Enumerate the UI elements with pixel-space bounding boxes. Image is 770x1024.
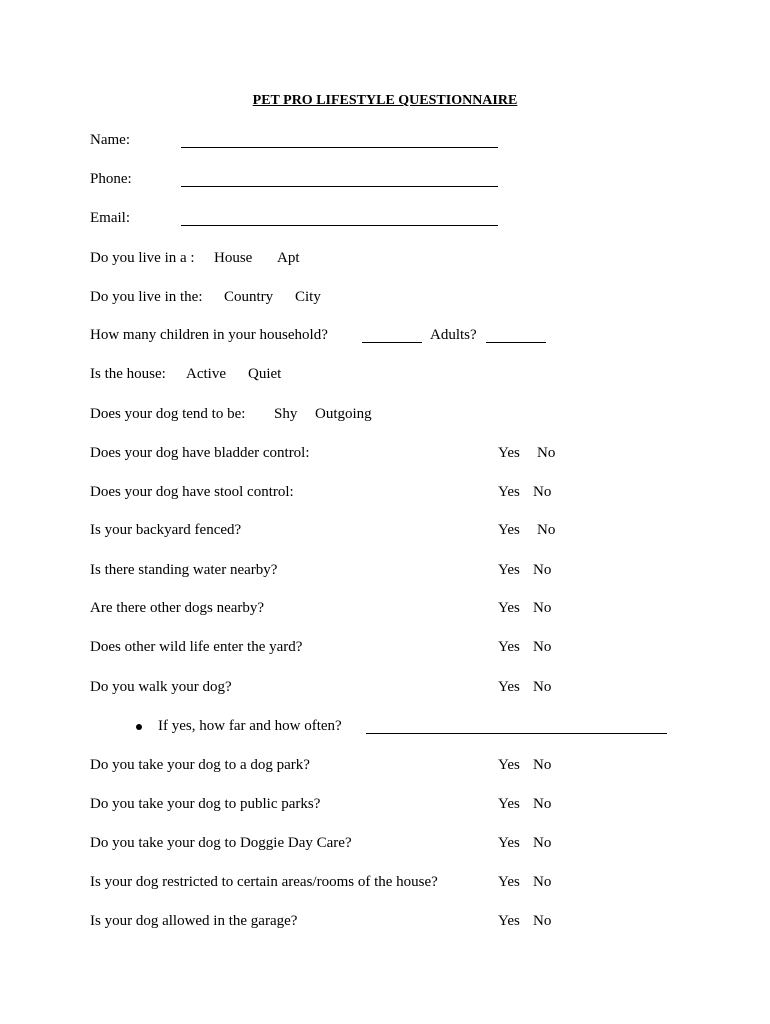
no-option[interactable]: No [533,913,552,929]
yes-option[interactable]: Yes [498,796,520,812]
question-public-parks [90,794,320,814]
question-restricted [90,872,438,892]
no-option[interactable]: No [533,757,552,773]
no-option[interactable]: No [533,600,552,616]
adults-field[interactable] [486,342,546,343]
email-label: Email: [90,210,130,226]
no-option[interactable]: No [533,835,552,851]
adults-label: Adults? [430,327,477,343]
question-bladder [90,443,310,463]
question-label: Does your dog have bladder control: [90,445,310,461]
question-label: Do you take your dog to public parks? [90,796,321,812]
yes-option[interactable]: Yes [498,639,520,655]
live-in-a-row [90,248,390,268]
yes-option[interactable]: Yes [498,562,520,578]
yes-option[interactable]: Yes [498,484,520,500]
house-is-row [90,364,390,384]
question-label: Is there standing water nearby? [90,562,278,578]
yes-option[interactable]: Yes [498,757,520,773]
house-is-label: Is the house: [90,366,166,382]
question-dog-park [90,755,310,775]
option-quiet[interactable]: Quiet [248,366,282,382]
yes-option[interactable]: Yes [498,874,520,890]
bullet-icon [136,724,142,730]
yes-option[interactable]: Yes [498,835,520,851]
option-shy[interactable]: Shy [274,406,298,422]
no-option[interactable]: No [533,639,552,655]
question-label: Do you take your dog to Doggie Day Care? [90,835,352,851]
email-field[interactable] [181,225,498,226]
no-option[interactable]: No [533,679,552,695]
option-house[interactable]: House [214,250,253,266]
option-apt[interactable]: Apt [277,250,300,266]
name-field[interactable] [181,147,498,148]
question-label: Is your dog restricted to certain areas/rooms of the house? [90,874,438,890]
question-label: Is your dog allowed in the garage? [90,913,298,929]
question-label: Does other wild life enter the yard? [90,639,303,655]
dog-tends-label: Does your dog tend to be: [90,406,246,422]
walk-followup-field[interactable] [366,733,667,734]
yes-option[interactable]: Yes [498,600,520,616]
option-outgoing[interactable]: Outgoing [315,406,372,422]
name-row [90,130,130,150]
no-option[interactable]: No [537,445,556,461]
no-option[interactable]: No [533,562,552,578]
option-country[interactable]: Country [224,289,274,305]
question-label: Is your backyard fenced? [90,522,242,538]
phone-row [90,169,132,189]
no-option[interactable]: No [533,874,552,890]
question-label: Does your dog have stool control: [90,484,294,500]
live-in-the-label: Do you live in the: [90,289,203,305]
live-in-the-row [90,287,390,307]
email-row [90,208,130,228]
no-option[interactable]: No [533,796,552,812]
yes-option[interactable]: Yes [498,913,520,929]
phone-field[interactable] [181,186,498,187]
walk-followup-row [158,716,342,736]
yes-option[interactable]: Yes [498,445,520,461]
question-other-dogs [90,598,264,618]
question-walk [90,677,232,697]
yes-option[interactable]: Yes [498,679,520,695]
question-wild-life [90,637,302,657]
question-stool [90,482,294,502]
no-option[interactable]: No [533,484,552,500]
question-garage [90,911,297,931]
question-standing-water [90,560,277,580]
children-field[interactable] [362,342,422,343]
question-fenced [90,520,241,540]
no-option[interactable]: No [537,522,556,538]
question-label: Are there other dogs nearby? [90,600,265,616]
walk-followup-label: If yes, how far and how often? [158,718,342,734]
option-city[interactable]: City [295,289,321,305]
question-day-care [90,833,352,853]
live-in-a-label: Do you live in a : [90,250,195,266]
dog-tends-row [90,404,410,424]
question-label: Do you take your dog to a dog park? [90,757,310,773]
name-label: Name: [90,132,130,148]
children-label: How many children in your household? [90,327,328,343]
yes-option[interactable]: Yes [498,522,520,538]
form-title: PET PRO LIFESTYLE QUESTIONNAIRE [252,93,518,108]
question-label: Do you walk your dog? [90,679,232,695]
phone-label: Phone: [90,171,132,187]
option-active[interactable]: Active [186,366,226,382]
